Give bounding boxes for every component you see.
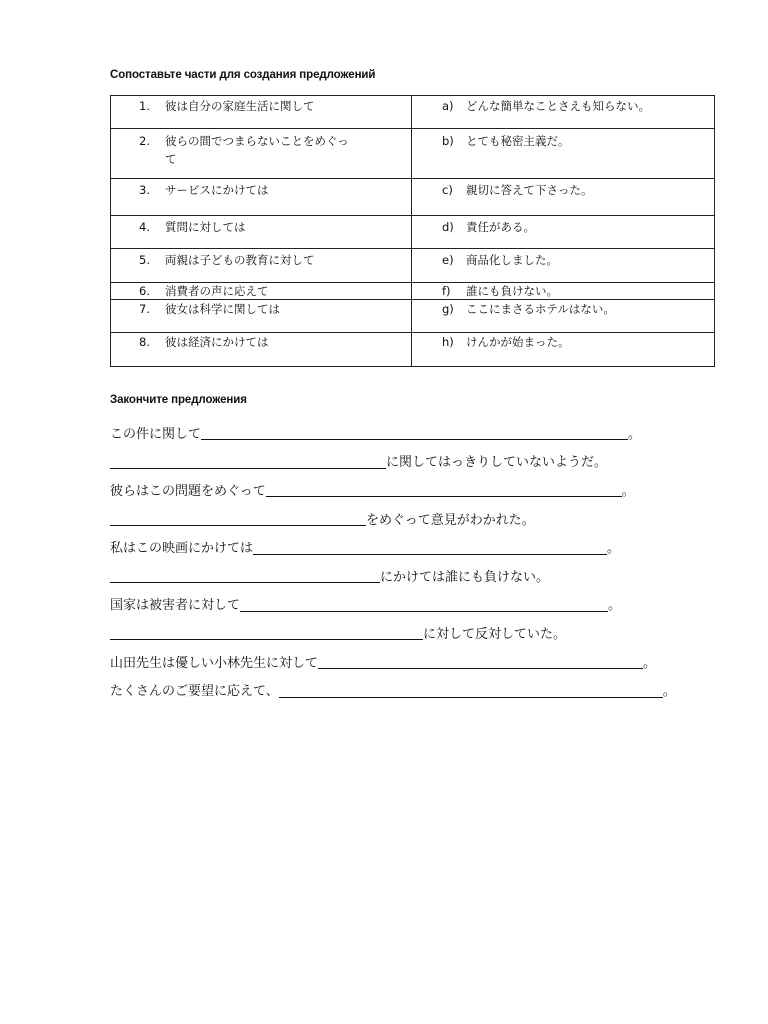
table-row [111, 249, 715, 283]
sentence-prefix: 山田先生は優しい小林先生に対して [110, 655, 319, 671]
answer-blank[interactable] [253, 541, 607, 555]
sentence-start: 彼は経済にかけては [165, 335, 269, 349]
right-cell [412, 216, 715, 249]
left-cell [111, 249, 412, 283]
completion-line [110, 675, 710, 704]
right-cell [412, 283, 715, 300]
left-cell [111, 283, 412, 300]
completion-line [110, 561, 710, 590]
left-cell [111, 333, 412, 367]
left-cell [111, 216, 412, 249]
answer-blank[interactable] [110, 455, 386, 469]
sentence-prefix: この件に関して [110, 426, 202, 442]
option-letter: e) [442, 253, 454, 267]
matching-table [110, 95, 715, 367]
left-cell [111, 129, 412, 179]
table-row [111, 216, 715, 249]
sentence-start: 消費者の声に応えて [165, 284, 269, 298]
sentence-suffix: に関してはっきりしていないようだ。 [386, 455, 608, 471]
sentence-prefix: たくさんのご要望に応えて、 [110, 684, 279, 700]
sentence-suffix: 。 [607, 541, 621, 557]
sentence-suffix: 。 [608, 598, 622, 614]
right-cell [412, 96, 715, 129]
left-cell [111, 300, 412, 333]
sentence-start: 彼女は科学に関しては [165, 302, 280, 316]
completion-line [110, 475, 710, 504]
item-number: 7. [139, 302, 150, 316]
sentence-suffix: をめぐって意見がわかれた。 [366, 512, 535, 528]
answer-blank[interactable] [110, 512, 366, 526]
sentence-end: とても秘密主義だ。 [466, 134, 570, 148]
answer-blank[interactable] [110, 569, 380, 583]
item-number: 8. [139, 335, 150, 349]
answer-blank[interactable] [201, 426, 628, 440]
completion-line [110, 418, 710, 447]
sentence-suffix: に対して反対していた。 [423, 626, 567, 642]
sentence-suffix: 。 [662, 684, 676, 700]
answer-blank[interactable] [240, 598, 608, 612]
completion-line [110, 447, 710, 476]
completion-section-title: Закончите предложения [110, 394, 247, 406]
left-cell [111, 96, 412, 129]
sentence-suffix: にかけては誰にも負けない。 [380, 569, 550, 585]
item-number: 5. [139, 253, 150, 267]
sentence-end: 親切に答えて下さった。 [466, 183, 593, 197]
sentence-start: 両親は子どもの教育に対して [165, 253, 315, 267]
table-row [111, 283, 715, 300]
sentence-end: けんかが始まった。 [466, 335, 570, 349]
option-letter: d) [442, 220, 454, 234]
right-cell [412, 179, 715, 216]
option-letter: h) [442, 335, 454, 349]
item-number: 2. [139, 134, 150, 148]
completion-line [110, 590, 710, 619]
right-cell [412, 249, 715, 283]
table-row [111, 300, 715, 333]
item-number: 1. [139, 99, 150, 113]
completion-line [110, 504, 710, 533]
option-letter: a) [442, 99, 454, 113]
option-letter: b) [442, 134, 454, 148]
sentence-end: どんな簡単なことさえも知らない。 [466, 99, 650, 113]
completion-exercise [110, 418, 710, 704]
sentence-end: 商品化しました。 [466, 253, 558, 267]
item-number: 3. [139, 183, 150, 197]
completion-line [110, 618, 710, 647]
sentence-end: 誰にも負けない。 [466, 284, 558, 298]
sentence-start: 彼らの間でつまらないことをめぐって [165, 134, 349, 166]
sentence-suffix: 。 [643, 655, 657, 671]
answer-blank[interactable] [279, 684, 663, 698]
sentence-prefix: 彼らはこの問題をめぐって [110, 483, 266, 499]
answer-blank[interactable] [266, 483, 622, 497]
sentence-start: 彼は自分の家庭生活に関して [165, 99, 315, 113]
sentence-suffix: 。 [621, 483, 635, 499]
answer-blank[interactable] [318, 655, 643, 669]
sentence-suffix: 。 [628, 426, 642, 442]
option-letter: f) [442, 284, 451, 298]
table-row [111, 333, 715, 367]
completion-line [110, 647, 710, 676]
completion-line [110, 532, 710, 561]
right-cell [412, 333, 715, 367]
table-row [111, 179, 715, 216]
item-number: 4. [139, 220, 150, 234]
option-letter: g) [442, 302, 454, 316]
right-cell [412, 129, 715, 179]
option-letter: c) [442, 183, 453, 197]
sentence-start: 質問に対しては [165, 220, 246, 234]
matching-section-title: Сопоставьте части для создания предложений [110, 69, 376, 81]
answer-blank[interactable] [110, 626, 423, 640]
right-cell [412, 300, 715, 333]
sentence-start: サービスにかけては [165, 183, 269, 197]
item-number: 6. [139, 284, 150, 298]
sentence-end: 責任がある。 [466, 220, 535, 234]
table-row [111, 96, 715, 129]
table-row [111, 129, 715, 179]
sentence-prefix: 国家は被害者に対して [110, 598, 241, 614]
left-cell [111, 179, 412, 216]
sentence-prefix: 私はこの映画にかけては [110, 541, 254, 557]
sentence-end: ここにまさるホテルはない。 [466, 302, 615, 316]
